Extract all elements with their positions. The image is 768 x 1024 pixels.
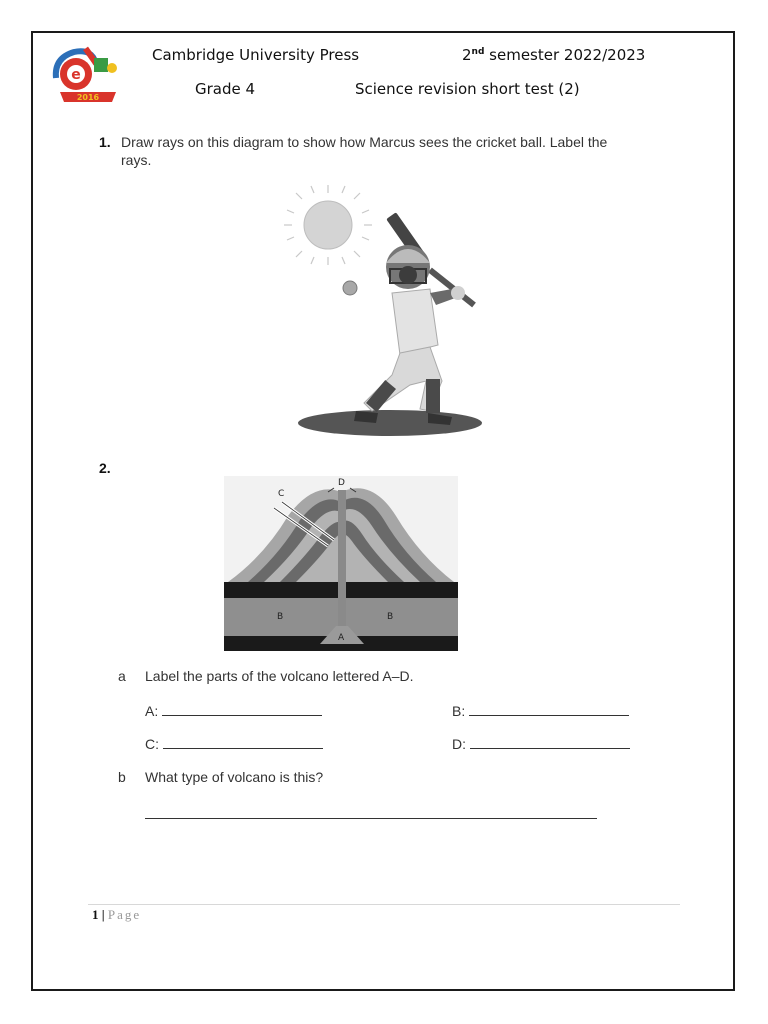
batsman-figure — [354, 212, 474, 425]
answer-c-field[interactable] — [163, 736, 323, 749]
svg-text:e: e — [71, 67, 81, 83]
volcano-label-d: D — [338, 478, 345, 488]
volcano-label-a: A — [338, 633, 345, 643]
answer-volcano-type-field[interactable] — [145, 818, 597, 819]
test-title: Science revision short test (2) — [355, 80, 580, 98]
part-b-letter: b — [118, 769, 126, 785]
publisher-name: Cambridge University Press — [152, 46, 360, 64]
question-1-text: Draw rays on this diagram to show how Marcus sees the cricket ball. Label the — [121, 134, 608, 150]
part-a-text: Label the parts of the volcano lettered A–D. — [145, 668, 414, 684]
semester-number: 2 — [462, 46, 472, 64]
answer-b-field[interactable] — [469, 703, 629, 716]
answer-c-label: C: — [145, 736, 159, 752]
answer-a-field[interactable] — [162, 703, 322, 716]
volcano-diagram — [224, 476, 458, 651]
page-footer — [92, 907, 141, 923]
sun-icon — [284, 185, 372, 265]
question-1-number: 1. — [99, 134, 111, 150]
answer-d-field[interactable] — [470, 736, 630, 749]
volcano-label-b-right: B — [387, 612, 394, 622]
school-logo — [46, 38, 126, 106]
grade-label: Grade 4 — [195, 80, 256, 98]
answer-b-label: B: — [452, 703, 466, 719]
cricket-diagram[interactable] — [280, 185, 490, 440]
page-word: Page — [107, 907, 142, 922]
logo-year: 2016 — [76, 93, 100, 102]
volcano-label-b-left: B — [277, 612, 284, 622]
cricket-ball-icon — [343, 281, 357, 295]
answer-c — [145, 736, 323, 752]
semester-text: semester 2022/2023 — [484, 46, 646, 64]
footer-divider — [88, 904, 680, 905]
question-1-text-continued: rays. — [121, 152, 152, 168]
footer-separator: | — [98, 907, 108, 922]
answer-a — [145, 703, 322, 719]
volcano-label-c: C — [278, 489, 285, 499]
answer-a-label: A: — [145, 703, 159, 719]
answer-b — [452, 703, 629, 719]
question-2-number: 2. — [99, 460, 111, 476]
semester — [462, 46, 645, 64]
part-b-text: What type of volcano is this? — [145, 769, 324, 785]
answer-d — [452, 736, 630, 752]
page-number: 1 — [92, 907, 99, 922]
part-a-letter: a — [118, 668, 126, 684]
semester-suffix: nd — [471, 47, 485, 57]
answer-d-label: D: — [452, 736, 466, 752]
